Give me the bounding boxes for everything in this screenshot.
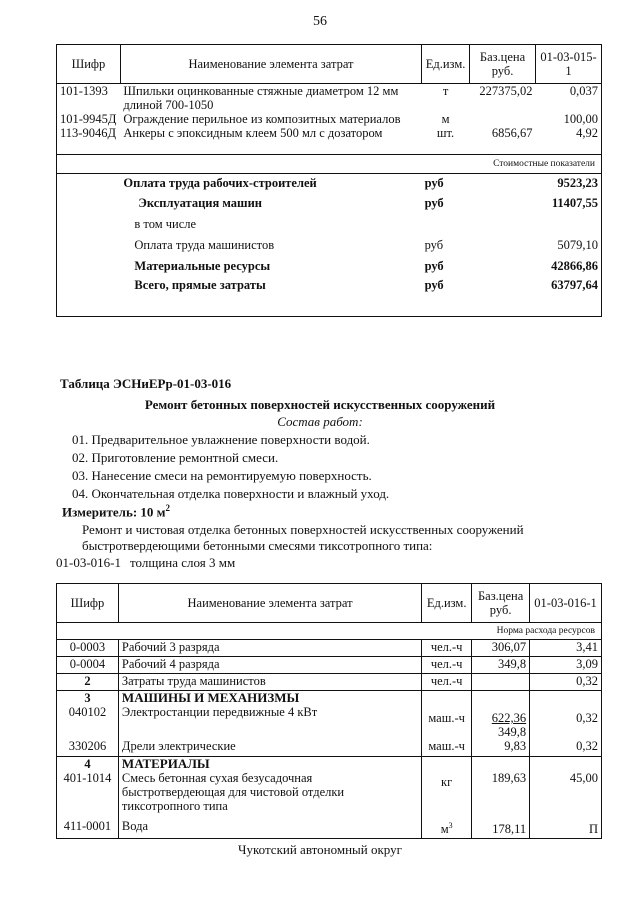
cell-price: 349,8 — [472, 657, 530, 674]
cost-name: Материальные ресурсы — [134, 259, 271, 273]
resource-table-01-03-015 — [56, 44, 602, 317]
cost-row — [57, 214, 602, 234]
cost-header: Стоимостные показатели — [57, 154, 602, 173]
group-row — [57, 691, 602, 706]
cell-unit: чел.-ч — [422, 640, 472, 657]
description-line: быстротвердеющими бетонными смесями тиксотропного типа: — [82, 538, 433, 553]
table-row — [57, 674, 602, 691]
group-name: МАТЕРИАЛЫ — [118, 756, 421, 771]
norm-header-row — [57, 623, 602, 640]
work-step: 04. Окончательная отделка поверхности и влажный уход. — [72, 486, 390, 501]
cell-price: 227375,02 — [479, 84, 533, 98]
cell-price — [472, 674, 530, 691]
cost-row — [57, 234, 602, 256]
cell-name: Затраты труда машинистов — [118, 674, 421, 691]
table-title: Таблица ЭСНиЕРр-01-03-016 — [60, 376, 232, 391]
col-norm: 01-03-016-1 — [530, 584, 602, 623]
cell-price — [472, 705, 530, 739]
cell-unit: шт. — [436, 126, 455, 140]
cost-name: Оплата труда машинистов — [134, 238, 275, 252]
item-code: 01-03-016-1 — [56, 555, 121, 570]
cell-unit: маш.-ч — [422, 739, 472, 756]
cost-name: Всего, прямые затраты — [134, 278, 266, 292]
cell-code: 101-1393 — [60, 84, 108, 98]
cost-row — [57, 256, 602, 276]
item-description: толщина слоя 3 мм — [130, 555, 236, 570]
cell-value: 0,32 — [530, 705, 602, 739]
col-code: Шифр — [57, 584, 119, 623]
table-row — [57, 112, 602, 126]
table-row — [57, 771, 602, 819]
resource-table-01-03-016 — [56, 583, 602, 839]
cell-code: 2 — [57, 674, 119, 691]
cost-unit: руб — [424, 259, 444, 273]
cell-code: 0-0003 — [57, 640, 119, 657]
cell-name: Электростанции передвижные 4 кВт — [118, 705, 421, 739]
cell-unit: м — [441, 112, 450, 126]
cell-name: Вода — [118, 819, 421, 839]
cost-value: 9523,23 — [557, 175, 598, 190]
cell-price: 9,83 — [472, 739, 530, 756]
table-header — [57, 45, 602, 84]
col-unit: Ед.изм. — [422, 45, 470, 84]
table-row — [57, 705, 602, 739]
cost-value: 63797,64 — [551, 278, 598, 292]
col-name: Наименование элемента затрат — [118, 584, 421, 623]
cost-name: Эксплуатация машин — [138, 196, 263, 210]
col-price: Баз.цена руб. — [470, 45, 536, 84]
table-header — [57, 584, 602, 623]
cost-value: 42866,86 — [551, 259, 598, 273]
cell-price: 306,07 — [472, 640, 530, 657]
cell-unit: чел.-ч — [422, 657, 472, 674]
table-row — [57, 739, 602, 756]
cost-row — [57, 276, 602, 316]
cell-name: Шпильки оцинкованные стяжные диаметром 12 мм длиной 700-1050 — [123, 84, 399, 112]
cell-code: 0-0004 — [57, 657, 119, 674]
cell-price — [470, 112, 536, 126]
cell-unit: т — [442, 84, 449, 98]
table-row — [57, 640, 602, 657]
cell-unit — [422, 819, 472, 839]
cell-value: 4,92 — [576, 126, 598, 140]
cost-unit: руб — [424, 175, 444, 190]
cell-value: 0,32 — [530, 739, 602, 756]
footer-region: Чукотский автономный округ — [238, 842, 402, 857]
cost-value: 11407,55 — [551, 196, 598, 210]
description-line: Ремонт и чистовая отделка бетонных поверхностей искусственных сооружений — [82, 522, 524, 537]
group-row — [57, 756, 602, 771]
col-unit: Ед.изм. — [422, 584, 472, 623]
price-value: 622,36 — [491, 711, 527, 725]
cell-value: П — [530, 819, 602, 839]
work-step: 03. Нанесение смеси на ремонтируемую поверхность. — [72, 468, 372, 483]
cell-code: 330206 — [57, 739, 119, 756]
cell-price: 189,63 — [472, 771, 530, 819]
cell-value: 3,09 — [530, 657, 602, 674]
cost-name: Оплата труда рабочих-строителей — [123, 175, 317, 190]
cell-name: Рабочий 3 разряда — [118, 640, 421, 657]
norm-header: Норма расхода ресурсов — [57, 623, 602, 640]
col-code: Шифр — [57, 45, 121, 84]
cost-unit: руб — [424, 196, 444, 210]
cell-value: 0,037 — [569, 84, 598, 98]
cost-row — [57, 173, 602, 192]
col-price: Баз.цена руб. — [472, 584, 530, 623]
cell-name: Смесь бетонная сухая безусадочная быстротвердеющая для чистовой отделки тиксотропного типа — [118, 771, 421, 819]
meter-sup: 2 — [165, 503, 171, 513]
cost-row — [57, 192, 602, 214]
cost-value: 5079,10 — [557, 238, 598, 252]
cell-code: 113-9046Д — [60, 126, 116, 140]
cell-code: 3 — [57, 691, 119, 706]
meter-label — [62, 503, 170, 520]
cell-unit: маш.-ч — [422, 705, 472, 739]
cell-name: Анкеры с эпоксидным клеем 500 мл с дозатором — [123, 126, 383, 140]
cell-value: 0,32 — [530, 674, 602, 691]
cell-code: 101-9945Д — [60, 112, 117, 126]
table-row — [57, 657, 602, 674]
cell-unit: кг — [422, 771, 472, 819]
cell-value: 3,41 — [530, 640, 602, 657]
unit-sup: 3 — [448, 820, 453, 830]
cell-value: 100,00 — [563, 112, 598, 126]
table-row — [57, 819, 602, 839]
cost-header-row — [57, 154, 602, 173]
cell-name: Дрели электрические — [118, 739, 421, 756]
section-title: Ремонт бетонных поверхностей искусственных сооружений — [144, 397, 496, 412]
table-row — [57, 84, 602, 113]
unit-text: м — [440, 821, 449, 836]
col-norm: 01-03-015-1 — [536, 45, 602, 84]
cell-code: 040102 — [57, 705, 119, 739]
price-value-2: 349,8 — [497, 725, 527, 739]
cell-unit: чел.-ч — [422, 674, 472, 691]
cell-code: 411-0001 — [57, 819, 119, 839]
cell-code: 401-1014 — [57, 771, 119, 819]
cell-name: Рабочий 4 разряда — [118, 657, 421, 674]
group-name: МАШИНЫ И МЕХАНИЗМЫ — [118, 691, 421, 706]
cell-price: 6856,67 — [491, 126, 533, 140]
table-row — [57, 126, 602, 154]
meter-text: Измеритель: 10 м — [62, 504, 166, 520]
cost-unit: руб — [424, 238, 444, 252]
work-step: 02. Приготовление ремонтной смеси. — [72, 450, 279, 465]
composition-label: Состав работ: — [277, 414, 363, 429]
cost-unit: руб — [424, 278, 444, 292]
cell-price: 178,11 — [472, 819, 530, 839]
col-name: Наименование элемента затрат — [120, 45, 421, 84]
work-step: 01. Предварительное увлажнение поверхности водой. — [72, 432, 370, 447]
cell-value: 45,00 — [530, 771, 602, 819]
page-number: 56 — [313, 14, 327, 29]
cost-name: в том числе — [134, 217, 197, 231]
cell-code: 4 — [57, 756, 119, 771]
cell-name: Ограждение перильное из композитных материалов — [123, 112, 401, 126]
